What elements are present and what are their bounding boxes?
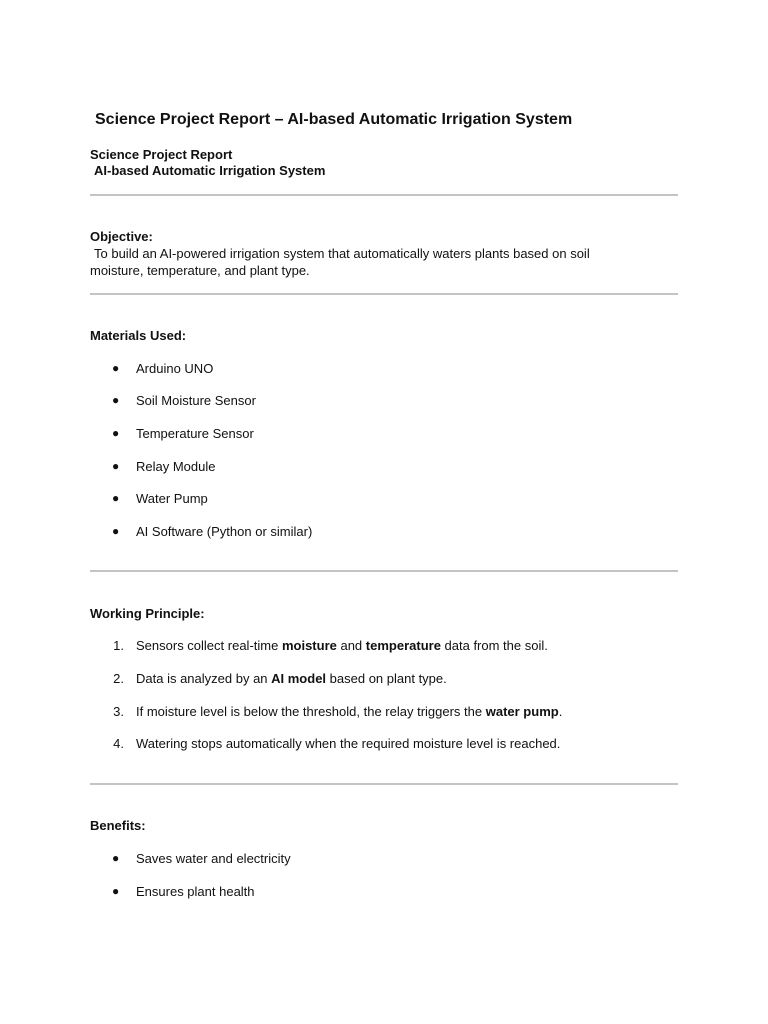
divider	[90, 194, 678, 196]
list-item-text: Arduino UNO	[136, 361, 214, 376]
step-text: Data is analyzed by an AI model based on plant type.	[136, 671, 447, 686]
divider	[90, 293, 678, 295]
objective-heading: Objective:	[90, 229, 153, 244]
bullet-icon: ●	[112, 393, 120, 407]
list-item-text: AI Software (Python or similar)	[136, 524, 313, 539]
list-item-text: Soil Moisture Sensor	[136, 393, 256, 408]
benefits-heading: Benefits:	[90, 818, 146, 833]
list-item-text: Relay Module	[136, 459, 216, 474]
materials-heading: Materials Used:	[90, 328, 187, 343]
document-title: Science Project Report – AI-based Automatic Irrigation System	[95, 111, 573, 128]
step-text: If moisture level is below the threshold, the relay triggers the water pump.	[136, 704, 563, 719]
subtitle-line-1: Science Project Report	[90, 147, 233, 162]
objective-text-line-2: moisture, temperature, and plant type.	[90, 263, 310, 278]
bullet-icon: ●	[112, 524, 120, 538]
step-number: 4.	[113, 736, 124, 751]
bullet-icon: ●	[112, 884, 120, 898]
bullet-icon: ●	[112, 491, 120, 505]
bullet-icon: ●	[112, 851, 120, 865]
divider	[90, 570, 678, 572]
list-item-text: Ensures plant health	[136, 884, 255, 899]
list-item-text: Water Pump	[136, 491, 208, 506]
step-number: 2.	[113, 671, 124, 686]
list-item-text: Saves water and electricity	[136, 851, 291, 866]
subtitle-line-2: AI-based Automatic Irrigation System	[94, 163, 326, 178]
working-principle-heading: Working Principle:	[90, 606, 205, 621]
list-item-text: Temperature Sensor	[136, 426, 254, 441]
bullet-icon: ●	[112, 361, 120, 375]
step-number: 3.	[113, 704, 124, 719]
step-text: Watering stops automatically when the required moisture level is reached.	[136, 736, 561, 751]
divider	[90, 783, 678, 785]
bullet-icon: ●	[112, 459, 120, 473]
bullet-icon: ●	[112, 426, 120, 440]
step-number: 1.	[113, 638, 124, 653]
objective-text-line-1: To build an AI-powered irrigation system that automatically waters plants based on soil	[94, 246, 590, 261]
step-text: Sensors collect real-time moisture and temperature data from the soil.	[136, 638, 548, 653]
